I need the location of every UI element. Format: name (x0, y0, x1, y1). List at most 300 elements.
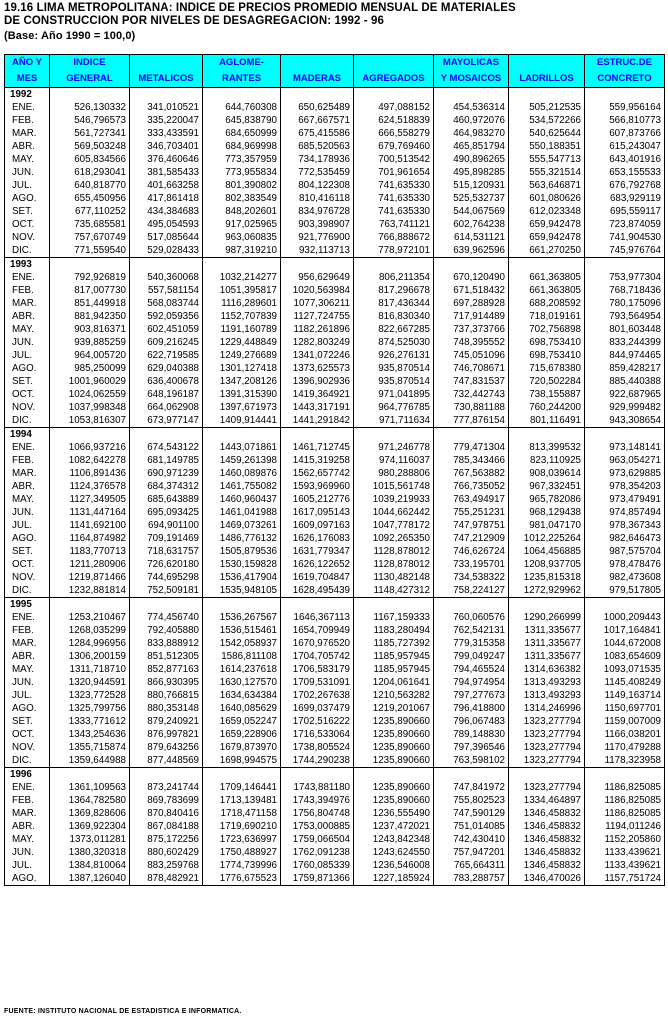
table-row (5, 166, 665, 179)
row-month: AGO. (5, 872, 50, 886)
year-row-empty-cell (434, 428, 509, 442)
cell-general: 618,293041 (50, 166, 130, 179)
cell-aggregates: 817,296678 (354, 284, 434, 297)
cell-metals: 694,901100 (130, 519, 203, 532)
cell-general: 605,834566 (50, 153, 130, 166)
year-row-empty-cell (509, 88, 585, 102)
cell-concrete: 833,244399 (585, 336, 665, 349)
cell-bricks: 505,212535 (509, 101, 585, 114)
row-month: SET. (5, 545, 50, 558)
cell-wood: 1443,317191 (281, 401, 354, 414)
row-month: OCT. (5, 558, 50, 571)
cell-bricks: 1313,493293 (509, 689, 585, 702)
cell-metals: 877,448569 (130, 754, 203, 768)
row-month: NOV. (5, 401, 50, 414)
cell-wood: 1127,724755 (281, 310, 354, 323)
cell-bricks: 1311,335677 (509, 624, 585, 637)
row-month: OCT. (5, 388, 50, 401)
cell-bricks: 965,782086 (509, 493, 585, 506)
table-row (5, 689, 665, 702)
cell-bricks: 760,244200 (509, 401, 585, 414)
cell-tiles: 760,060576 (434, 611, 509, 624)
cell-bricks: 718,019161 (509, 310, 585, 323)
cell-binders: 1409,914441 (203, 414, 281, 428)
cell-tiles: 789,148830 (434, 728, 509, 741)
cell-bricks: 1346,458832 (509, 807, 585, 820)
cell-binders: 1461,755082 (203, 480, 281, 493)
col-header-general-index: INDICE GENERAL (50, 55, 130, 88)
cell-aggregates: 778,972101 (354, 244, 434, 258)
row-month: ABR. (5, 650, 50, 663)
cell-bricks: 659,942478 (509, 218, 585, 231)
cell-metals: 674,543122 (130, 441, 203, 454)
cell-tiles: 785,343466 (434, 454, 509, 467)
cell-general: 1387,126040 (50, 872, 130, 886)
cell-general: 851,449918 (50, 297, 130, 310)
cell-general: 561,727341 (50, 127, 130, 140)
year-row-empty-cell (434, 258, 509, 272)
cell-tiles: 796,067483 (434, 715, 509, 728)
cell-binders: 773,955834 (203, 166, 281, 179)
cell-binders: 645,838790 (203, 114, 281, 127)
cell-general: 640,818770 (50, 179, 130, 192)
cell-binders: 802,383549 (203, 192, 281, 205)
cell-binders: 1774,739996 (203, 859, 281, 872)
cell-aggregates: 1183,280494 (354, 624, 434, 637)
cell-binders: 1191,160789 (203, 323, 281, 336)
cell-metals: 880,766815 (130, 689, 203, 702)
cell-bricks: 1323,277794 (509, 728, 585, 741)
cell-concrete: 859,428217 (585, 362, 665, 375)
cell-tiles: 717,914489 (434, 310, 509, 323)
table-row (5, 388, 665, 401)
cell-bricks: 1323,277794 (509, 715, 585, 728)
col-header-metals: METALICOS (130, 55, 203, 88)
cell-concrete: 974,857494 (585, 506, 665, 519)
col-header-concrete: ESTRUC.DE CONCRETO (585, 55, 665, 88)
year-row-empty-cell (50, 768, 130, 782)
cell-tiles: 733,195701 (434, 558, 509, 571)
cell-metals: 878,482921 (130, 872, 203, 886)
table-row (5, 624, 665, 637)
cell-aggregates: 1015,561748 (354, 480, 434, 493)
row-month: DIC. (5, 244, 50, 258)
cell-bricks: 1323,277794 (509, 741, 585, 754)
year-row-empty-cell (130, 258, 203, 272)
cell-aggregates: 741,635330 (354, 192, 434, 205)
cell-concrete: 559,956164 (585, 101, 665, 114)
cell-tiles: 746,708671 (434, 362, 509, 375)
row-month: SET. (5, 375, 50, 388)
cell-binders: 644,760308 (203, 101, 281, 114)
cell-wood: 1744,290238 (281, 754, 354, 768)
cell-general: 546,796573 (50, 114, 130, 127)
price-index-table (4, 54, 665, 886)
cell-metals: 879,240921 (130, 715, 203, 728)
year-row (5, 258, 665, 272)
table-row (5, 244, 665, 258)
cell-general: 771,559540 (50, 244, 130, 258)
cell-tiles: 465,851794 (434, 140, 509, 153)
cell-concrete: 1159,007009 (585, 715, 665, 728)
row-month: OCT. (5, 728, 50, 741)
cell-wood: 1605,212776 (281, 493, 354, 506)
cell-aggregates: 701,961654 (354, 166, 434, 179)
cell-general: 1323,772528 (50, 689, 130, 702)
col-header-aggregates: AGREGADOS (354, 55, 434, 88)
cell-metals: 609,216245 (130, 336, 203, 349)
table-row (5, 480, 665, 493)
cell-binders: 848,202601 (203, 205, 281, 218)
cell-bricks: 550,188351 (509, 140, 585, 153)
row-month: DIC. (5, 754, 50, 768)
year-row-empty-cell (354, 768, 434, 782)
cell-concrete: 963,054271 (585, 454, 665, 467)
table-row (5, 807, 665, 820)
cell-aggregates: 1092,265350 (354, 532, 434, 545)
table-row (5, 584, 665, 598)
row-month: AGO. (5, 702, 50, 715)
cell-binders: 1719,690210 (203, 820, 281, 833)
cell-tiles: 734,538322 (434, 571, 509, 584)
cell-aggregates: 1128,878012 (354, 545, 434, 558)
cell-general: 1369,828606 (50, 807, 130, 820)
cell-aggregates: 974,116037 (354, 454, 434, 467)
cell-aggregates: 806,211354 (354, 271, 434, 284)
table-title: 19.16 LIMA METROPOLITANA: INDICE DE PRECIOS PROMEDIO MENSUAL DE MATERIALES (4, 2, 516, 14)
cell-concrete: 653,155533 (585, 166, 665, 179)
cell-bricks: 698,753410 (509, 349, 585, 362)
cell-general: 1024,062559 (50, 388, 130, 401)
cell-tiles: 758,224127 (434, 584, 509, 598)
cell-tiles: 525,532737 (434, 192, 509, 205)
table-row (5, 715, 665, 728)
cell-metals: 866,930395 (130, 676, 203, 689)
cell-metals: 417,861418 (130, 192, 203, 205)
row-month: ENE. (5, 611, 50, 624)
row-month: ABR. (5, 480, 50, 493)
year-label: 1994 (5, 428, 50, 442)
table-row (5, 571, 665, 584)
cell-aggregates: 1235,890660 (354, 741, 434, 754)
cell-general: 1384,810064 (50, 859, 130, 872)
cell-general: 1253,210467 (50, 611, 130, 624)
cell-general: 881,942350 (50, 310, 130, 323)
table-row (5, 467, 665, 480)
cell-wood: 956,629649 (281, 271, 354, 284)
year-row-empty-cell (585, 428, 665, 442)
cell-concrete: 973,629885 (585, 467, 665, 480)
table-row (5, 676, 665, 689)
cell-general: 1183,770713 (50, 545, 130, 558)
table-row (5, 375, 665, 388)
cell-bricks: 823,110925 (509, 454, 585, 467)
year-row-empty-cell (203, 88, 281, 102)
row-month: ABR. (5, 140, 50, 153)
cell-general: 1232,881814 (50, 584, 130, 598)
cell-metals: 870,840416 (130, 807, 203, 820)
cell-concrete: 801,603448 (585, 323, 665, 336)
cell-binders: 1032,214277 (203, 271, 281, 284)
cell-binders: 1614,237618 (203, 663, 281, 676)
cell-wood: 1759,871366 (281, 872, 354, 886)
year-row-empty-cell (434, 88, 509, 102)
cell-binders: 1249,276689 (203, 349, 281, 362)
row-month: MAY. (5, 833, 50, 846)
year-row-empty-cell (203, 768, 281, 782)
row-month: JUL. (5, 859, 50, 872)
row-month: NOV. (5, 571, 50, 584)
table-row (5, 781, 665, 794)
cell-tiles: 796,418800 (434, 702, 509, 715)
base-note: (Base: Año 1990 = 100,0) (4, 30, 136, 42)
cell-tiles: 639,962596 (434, 244, 509, 258)
cell-metals: 629,040388 (130, 362, 203, 375)
cell-aggregates: 1185,957945 (354, 650, 434, 663)
table-row (5, 205, 665, 218)
cell-wood: 1341,072246 (281, 349, 354, 362)
cell-binders: 917,025965 (203, 218, 281, 231)
cell-metals: 744,695298 (130, 571, 203, 584)
table-row (5, 218, 665, 231)
cell-aggregates: 926,276131 (354, 349, 434, 362)
cell-tiles: 737,373766 (434, 323, 509, 336)
cell-tiles: 490,896265 (434, 153, 509, 166)
cell-aggregates: 1130,482148 (354, 571, 434, 584)
year-row-empty-cell (509, 428, 585, 442)
row-month: JUN. (5, 846, 50, 859)
cell-metals: 726,620180 (130, 558, 203, 571)
table-row (5, 414, 665, 428)
cell-metals: 529,028433 (130, 244, 203, 258)
cell-tiles: 783,288757 (434, 872, 509, 886)
table-row (5, 702, 665, 715)
cell-concrete: 982,473608 (585, 571, 665, 584)
year-row-empty-cell (281, 258, 354, 272)
cell-wood: 1699,037479 (281, 702, 354, 715)
cell-concrete: 1000,209443 (585, 611, 665, 624)
year-row-empty-cell (585, 88, 665, 102)
cell-metals: 684,374312 (130, 480, 203, 493)
cell-bricks: 1314,636382 (509, 663, 585, 676)
cell-bricks: 1346,458832 (509, 833, 585, 846)
col-header-year-month: AÑO Y MES (5, 55, 50, 88)
cell-metals: 592,059356 (130, 310, 203, 323)
cell-metals: 346,703401 (130, 140, 203, 153)
row-month: NOV. (5, 231, 50, 244)
cell-bricks: 1346,458832 (509, 846, 585, 859)
table-row (5, 140, 665, 153)
cell-aggregates: 1047,778172 (354, 519, 434, 532)
table-row (5, 794, 665, 807)
year-row-empty-cell (50, 428, 130, 442)
cell-aggregates: 971,041895 (354, 388, 434, 401)
cell-wood: 903,398907 (281, 218, 354, 231)
year-row-empty-cell (130, 598, 203, 612)
cell-concrete: 615,243047 (585, 140, 665, 153)
cell-concrete: 943,308654 (585, 414, 665, 428)
cell-metals: 709,191469 (130, 532, 203, 545)
cell-metals: 341,010521 (130, 101, 203, 114)
table-row (5, 310, 665, 323)
col-header-tiles: MAYOLICAS Y MOSAICOS (434, 55, 509, 88)
cell-binders: 1536,417904 (203, 571, 281, 584)
cell-wood: 1759,066504 (281, 833, 354, 846)
cell-binders: 1469,073261 (203, 519, 281, 532)
cell-binders: 1679,873970 (203, 741, 281, 754)
cell-binders: 987,319210 (203, 244, 281, 258)
cell-binders: 1460,089876 (203, 467, 281, 480)
cell-binders: 684,650999 (203, 127, 281, 140)
cell-aggregates: 1039,219933 (354, 493, 434, 506)
year-label: 1993 (5, 258, 50, 272)
cell-bricks: 1064,456885 (509, 545, 585, 558)
row-month: MAR. (5, 807, 50, 820)
row-month: JUN. (5, 166, 50, 179)
cell-tiles: 763,598102 (434, 754, 509, 768)
cell-tiles: 797,396546 (434, 741, 509, 754)
cell-bricks: 1290,266999 (509, 611, 585, 624)
row-month: JUL. (5, 179, 50, 192)
table-row (5, 846, 665, 859)
table-row (5, 192, 665, 205)
cell-tiles: 732,442743 (434, 388, 509, 401)
cell-bricks: 720,502284 (509, 375, 585, 388)
cell-tiles: 763,494917 (434, 493, 509, 506)
cell-bricks: 1346,458832 (509, 820, 585, 833)
cell-general: 1355,715874 (50, 741, 130, 754)
cell-metals: 681,149785 (130, 454, 203, 467)
year-row-empty-cell (50, 258, 130, 272)
cell-bricks: 534,572266 (509, 114, 585, 127)
table-row (5, 833, 665, 846)
cell-metals: 869,783699 (130, 794, 203, 807)
year-row-empty-cell (434, 768, 509, 782)
cell-general: 1311,718710 (50, 663, 130, 676)
cell-tiles: 747,590129 (434, 807, 509, 820)
cell-bricks: 601,080626 (509, 192, 585, 205)
cell-aggregates: 1235,890660 (354, 754, 434, 768)
cell-general: 655,450956 (50, 192, 130, 205)
row-month: NOV. (5, 741, 50, 754)
cell-binders: 1347,208126 (203, 375, 281, 388)
cell-metals: 695,093425 (130, 506, 203, 519)
year-row-empty-cell (203, 258, 281, 272)
cell-concrete: 1083,654609 (585, 650, 665, 663)
cell-binders: 963,060835 (203, 231, 281, 244)
cell-aggregates: 1167,159333 (354, 611, 434, 624)
cell-aggregates: 766,888672 (354, 231, 434, 244)
cell-metals: 880,602429 (130, 846, 203, 859)
cell-tiles: 464,983270 (434, 127, 509, 140)
row-month: MAR. (5, 637, 50, 650)
cell-wood: 1760,085339 (281, 859, 354, 872)
cell-tiles: 495,898285 (434, 166, 509, 179)
cell-general: 1164,874982 (50, 532, 130, 545)
cell-binders: 684,969998 (203, 140, 281, 153)
cell-metals: 752,509181 (130, 584, 203, 598)
table-row (5, 558, 665, 571)
row-month: MAR. (5, 467, 50, 480)
cell-tiles: 544,067569 (434, 205, 509, 218)
cell-concrete: 1157,751724 (585, 872, 665, 886)
cell-metals: 873,241744 (130, 781, 203, 794)
row-month: JUN. (5, 676, 50, 689)
cell-binders: 1536,267567 (203, 611, 281, 624)
year-row-empty-cell (281, 428, 354, 442)
table-row (5, 637, 665, 650)
cell-concrete: 1178,323958 (585, 754, 665, 768)
cell-binders: 1698,994575 (203, 754, 281, 768)
cell-metals: 833,888912 (130, 637, 203, 650)
cell-bricks: 908,039614 (509, 467, 585, 480)
cell-concrete: 793,564954 (585, 310, 665, 323)
table-row (5, 441, 665, 454)
table-row (5, 349, 665, 362)
cell-tiles: 779,471304 (434, 441, 509, 454)
cell-aggregates: 1243,842348 (354, 833, 434, 846)
cell-bricks: 1346,470026 (509, 872, 585, 886)
cell-metals: 333,433591 (130, 127, 203, 140)
cell-binders: 1391,315390 (203, 388, 281, 401)
cell-concrete: 1186,825085 (585, 781, 665, 794)
cell-aggregates: 1219,201067 (354, 702, 434, 715)
year-row-empty-cell (509, 768, 585, 782)
cell-concrete: 982,646473 (585, 532, 665, 545)
cell-aggregates: 1148,427312 (354, 584, 434, 598)
cell-wood: 932,113713 (281, 244, 354, 258)
cell-aggregates: 679,769460 (354, 140, 434, 153)
cell-aggregates: 1227,185924 (354, 872, 434, 886)
cell-bricks: 612,023348 (509, 205, 585, 218)
row-month: ENE. (5, 101, 50, 114)
cell-binders: 1051,395817 (203, 284, 281, 297)
cell-binders: 1443,071861 (203, 441, 281, 454)
cell-aggregates: 971,246778 (354, 441, 434, 454)
cell-wood: 1702,267638 (281, 689, 354, 702)
table-row (5, 741, 665, 754)
cell-binders: 1461,041988 (203, 506, 281, 519)
cell-wood: 1415,319258 (281, 454, 354, 467)
cell-tiles: 765,664311 (434, 859, 509, 872)
cell-binders: 1301,127418 (203, 362, 281, 375)
cell-binders: 773,357959 (203, 153, 281, 166)
cell-general: 1219,871466 (50, 571, 130, 584)
cell-aggregates: 1235,890660 (354, 728, 434, 741)
cell-binders: 1459,261398 (203, 454, 281, 467)
cell-bricks: 738,155887 (509, 388, 585, 401)
cell-metals: 664,062908 (130, 401, 203, 414)
cell-tiles: 670,120490 (434, 271, 509, 284)
cell-general: 939,885259 (50, 336, 130, 349)
cell-binders: 1397,671973 (203, 401, 281, 414)
year-label: 1995 (5, 598, 50, 612)
cell-wood: 1609,097163 (281, 519, 354, 532)
table-row (5, 271, 665, 284)
cell-concrete: 987,575704 (585, 545, 665, 558)
cell-wood: 667,667571 (281, 114, 354, 127)
cell-concrete: 973,479491 (585, 493, 665, 506)
table-row (5, 545, 665, 558)
cell-tiles: 748,395552 (434, 336, 509, 349)
table-row (5, 114, 665, 127)
cell-metals: 673,977147 (130, 414, 203, 428)
cell-tiles: 797,277673 (434, 689, 509, 702)
cell-metals: 636,400678 (130, 375, 203, 388)
cell-binders: 1505,879536 (203, 545, 281, 558)
cell-metals: 685,643889 (130, 493, 203, 506)
cell-tiles: 746,626724 (434, 545, 509, 558)
